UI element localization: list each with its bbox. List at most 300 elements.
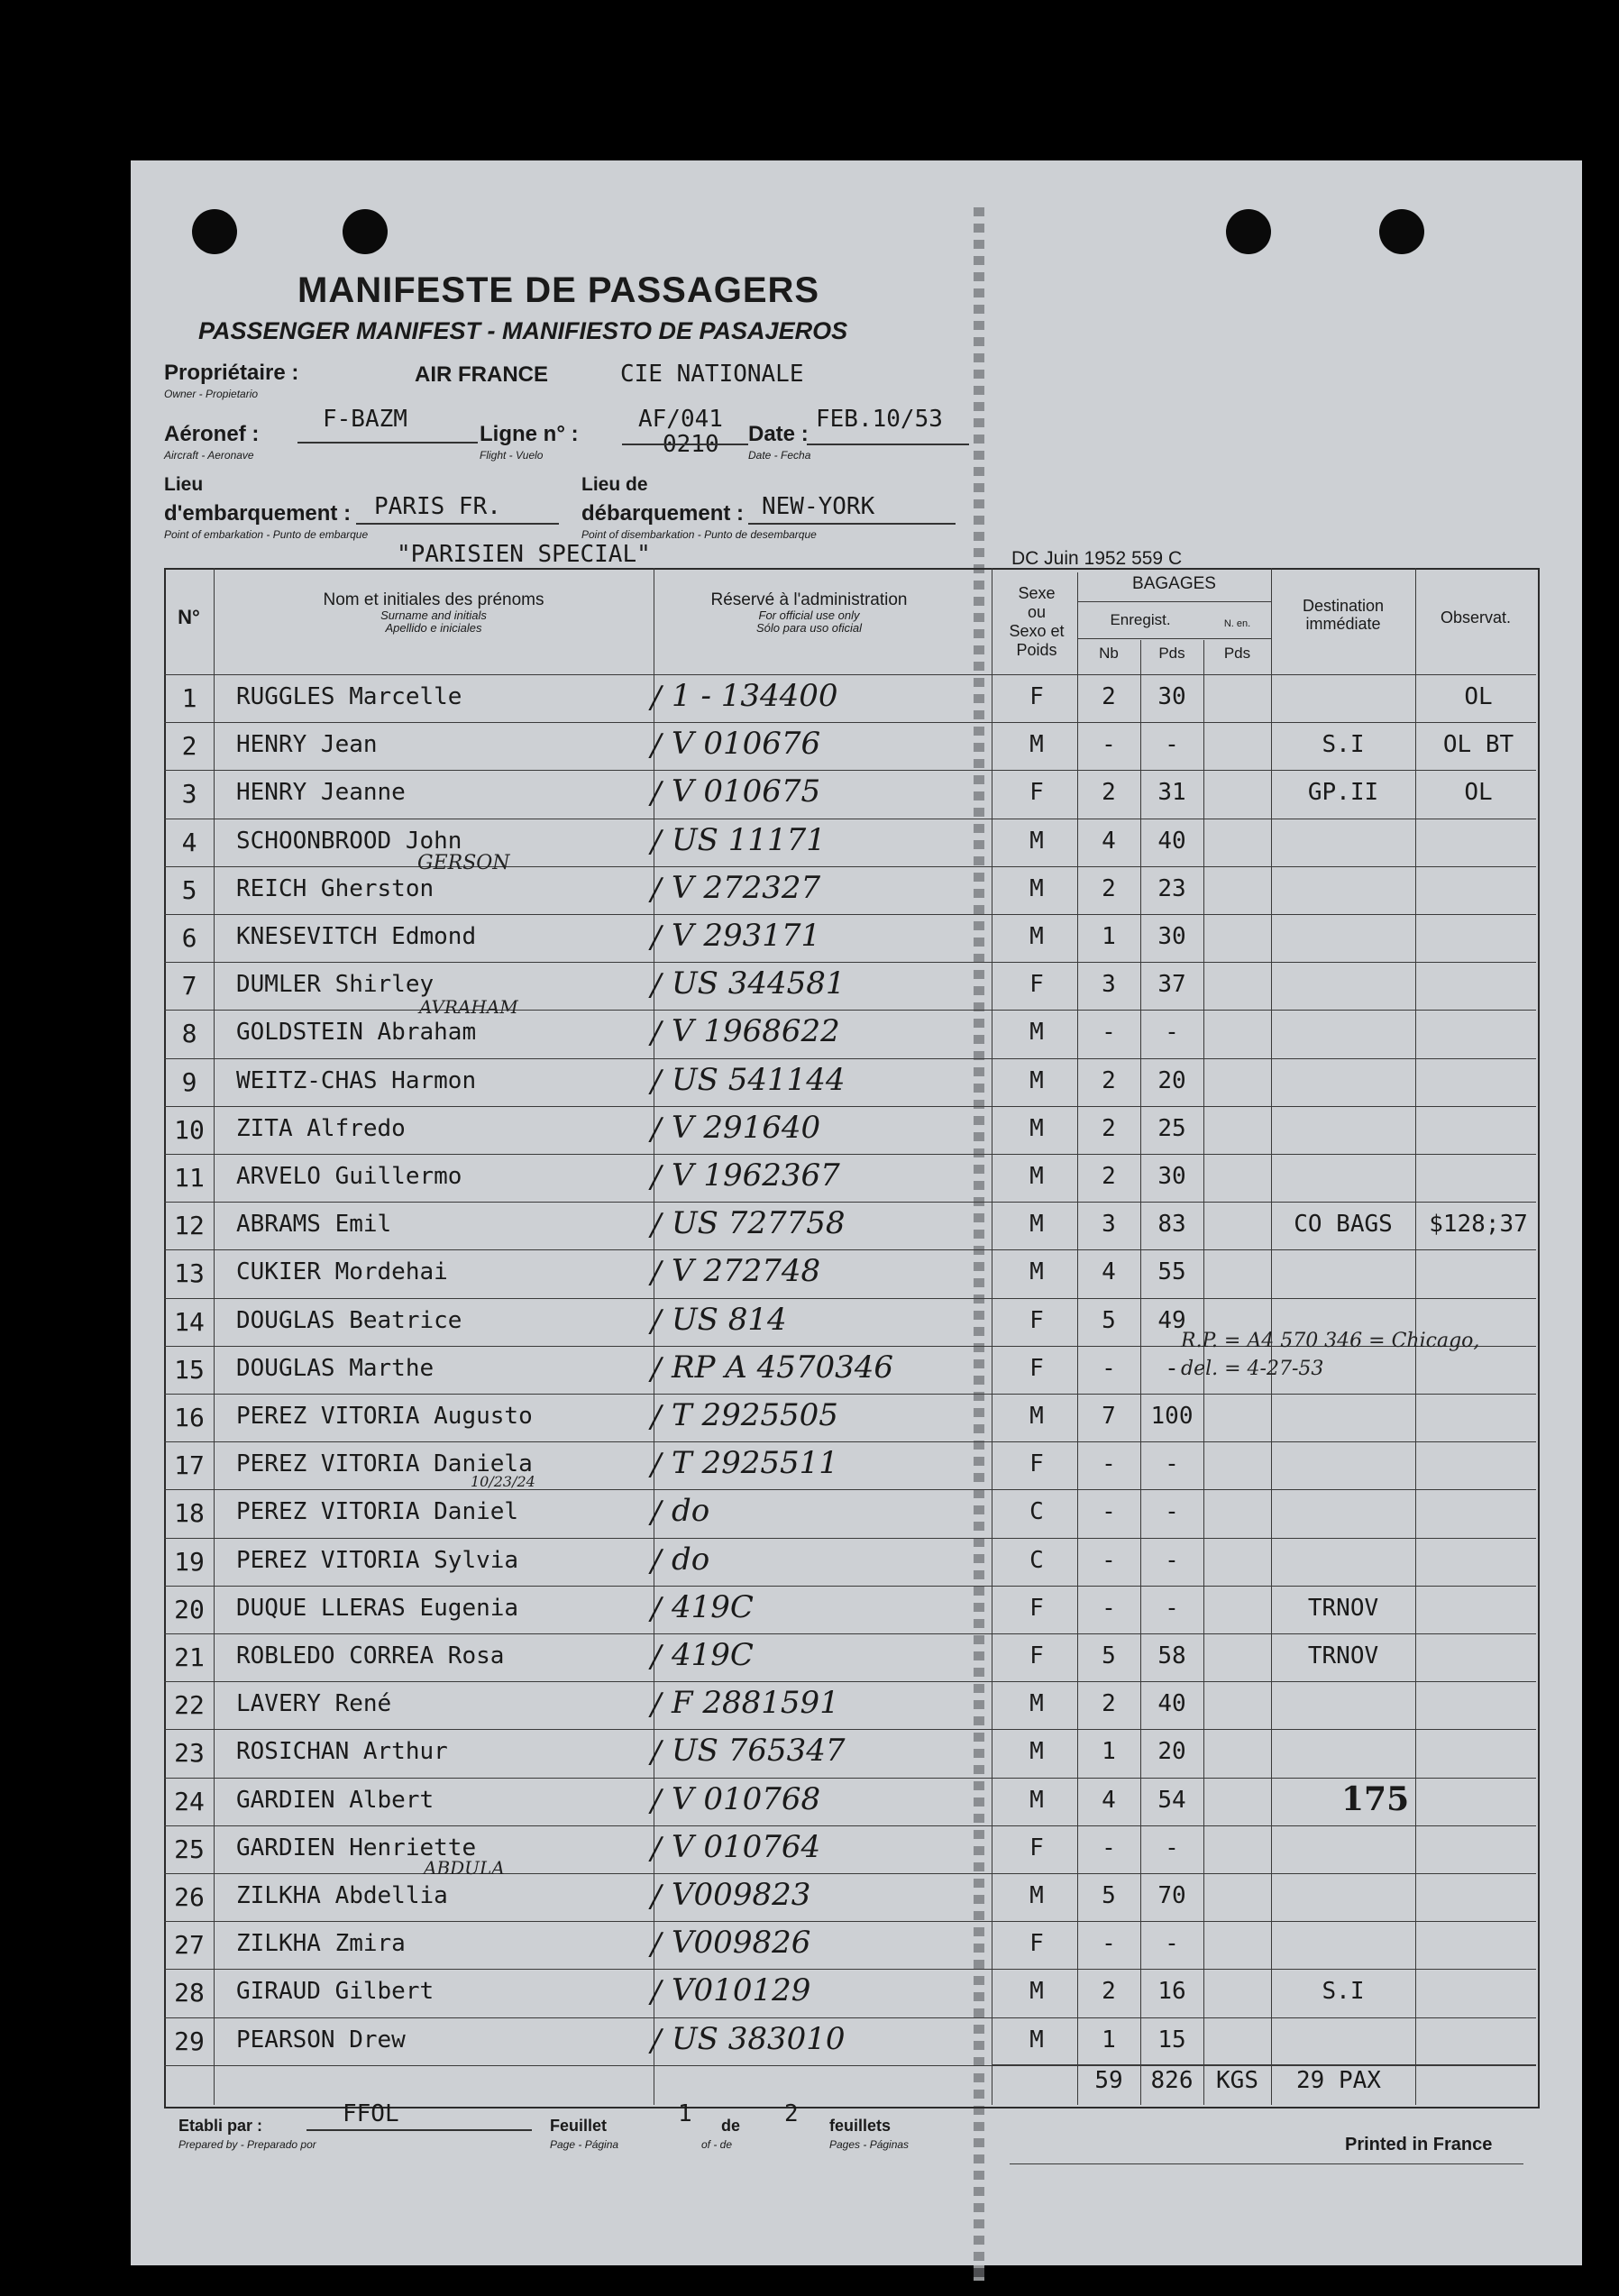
passenger-sex: M — [1029, 1738, 1044, 1765]
aircraft-label: Aéronef : — [164, 422, 260, 446]
check-mark: / — [651, 1831, 662, 1867]
baggage-count: - — [1102, 1834, 1116, 1861]
passenger-sex: M — [1029, 731, 1044, 758]
check-mark: / — [651, 1447, 662, 1483]
passenger-sex: F — [1029, 1355, 1044, 1382]
row-divider — [164, 1154, 1536, 1155]
passenger-name: PEREZ VITORIA Daniel — [236, 1498, 519, 1525]
passenger-name: GARDIEN Albert — [236, 1787, 434, 1814]
destination: S.I — [1322, 1978, 1365, 2005]
total-pds: 826 — [1150, 2067, 1194, 2094]
passenger-sex: M — [1029, 1787, 1044, 1814]
row-divider — [164, 1873, 1536, 1874]
disembark-label-2: débarquement : — [581, 501, 745, 526]
passenger-name: ZILKHA Abdellia — [236, 1882, 448, 1909]
row-divider — [164, 1106, 1536, 1107]
check-mark: / — [651, 1159, 662, 1195]
baggage-count: 2 — [1102, 875, 1116, 902]
col-reserved-label: Réservé à l'administration — [710, 590, 908, 609]
baggage-weight: - — [1165, 1355, 1179, 1382]
col-sex-2: ou — [1027, 603, 1047, 621]
printed-in-france: Printed in France — [1345, 2135, 1493, 2154]
check-mark: / — [651, 1304, 662, 1340]
official-reference: V 1968622 — [672, 1013, 840, 1049]
official-reference: US 344581 — [672, 965, 846, 1002]
check-mark: / — [651, 1495, 662, 1531]
form-code: DC Juin 1952 559 C — [1011, 548, 1183, 569]
baggage-weight: 83 — [1157, 1211, 1186, 1238]
sheet-sub: Page - Página — [550, 2138, 619, 2151]
baggage-count: 7 — [1102, 1403, 1116, 1430]
official-reference: US 765347 — [672, 1733, 846, 1769]
check-mark: / — [651, 1591, 662, 1627]
row-number: 28 — [174, 1978, 205, 2008]
total-pax: 29 PAX — [1296, 2067, 1381, 2094]
baggage-count: 2 — [1102, 1163, 1116, 1190]
baggage-count: - — [1102, 1547, 1116, 1574]
baggage-weight: - — [1165, 1498, 1179, 1525]
embark-label-2: d'embarquement : — [164, 501, 352, 526]
row-number: 4 — [181, 828, 197, 857]
passenger-name: DOUGLAS Beatrice — [236, 1307, 462, 1334]
official-reference: US 383010 — [672, 2021, 846, 2057]
baggage-weight: 40 — [1157, 1690, 1186, 1717]
row-number: 16 — [174, 1403, 205, 1432]
destination: TRNOV — [1307, 1595, 1379, 1622]
header-divider — [1077, 638, 1271, 639]
baggage-count: 2 — [1102, 1067, 1116, 1094]
official-reference: V009823 — [672, 1877, 811, 1913]
disembark-label-1: Lieu de — [581, 474, 648, 495]
row-number: 26 — [174, 1882, 205, 1912]
passenger-sex: M — [1029, 2026, 1044, 2054]
passenger-sex: F — [1029, 1930, 1044, 1957]
passenger-sex: F — [1029, 1595, 1044, 1622]
col-destination — [1271, 597, 1415, 633]
row-number: 24 — [174, 1787, 205, 1816]
row-number: 12 — [174, 1211, 205, 1240]
row-divider — [164, 1058, 1536, 1059]
aircraft-value: F-BAZM — [323, 406, 407, 433]
passenger-sex: F — [1029, 1307, 1044, 1334]
check-mark: / — [651, 1255, 662, 1291]
baggage-weight: - — [1165, 1595, 1179, 1622]
official-reference: V 293171 — [672, 918, 821, 954]
annotation-rp-2: del. = 4-27-53 — [1181, 1358, 1324, 1380]
official-reference: US 814 — [672, 1302, 787, 1338]
passenger-sex: M — [1029, 1211, 1044, 1238]
check-mark: / — [651, 824, 662, 860]
passenger-name: ZITA Alfredo — [236, 1115, 406, 1142]
passenger-name: ARVELO Guillermo — [236, 1163, 462, 1190]
baggage-weight: 58 — [1157, 1642, 1186, 1669]
official-reference: 1 - 134400 — [672, 678, 838, 714]
row-number: 2 — [181, 731, 197, 761]
row-number: 22 — [174, 1690, 205, 1720]
official-reference: V 272327 — [672, 870, 821, 906]
check-mark: / — [651, 1399, 662, 1435]
passenger-sex: M — [1029, 1403, 1044, 1430]
annotation-rp-1: R.P. = A4 570 346 = Chicago, — [1181, 1330, 1480, 1352]
row-number: 6 — [181, 923, 197, 953]
punch-hole — [192, 209, 237, 254]
row-divider — [164, 1825, 1536, 1826]
passenger-name: WEITZ-CHAS Harmon — [236, 1067, 477, 1094]
observation: OL — [1464, 779, 1493, 806]
passenger-sex: F — [1029, 1450, 1044, 1477]
embark-label-1: Lieu — [164, 474, 204, 495]
row-number: 9 — [181, 1067, 197, 1097]
baggage-count: - — [1102, 1595, 1116, 1622]
row-divider — [164, 914, 1536, 915]
official-reference: RP A 4570346 — [672, 1349, 894, 1386]
passenger-sex: M — [1029, 1978, 1044, 2005]
passenger-name: DUQUE LLERAS Eugenia — [236, 1595, 519, 1622]
official-reference: US 11171 — [672, 822, 826, 858]
header-divider — [164, 674, 1536, 675]
baggage-weight: 70 — [1157, 1882, 1186, 1909]
col-sex-3: Sexo et — [1009, 622, 1065, 640]
row-divider — [164, 2065, 1536, 2066]
check-mark: / — [651, 1064, 662, 1100]
check-mark: / — [651, 1879, 662, 1915]
row-divider — [164, 2017, 1536, 2018]
annotation-date: 10/23/24 — [471, 1473, 535, 1490]
passenger-name: RUGGLES Marcelle — [236, 683, 462, 710]
row-divider — [164, 1921, 1536, 1922]
baggage-count: 5 — [1102, 1882, 1116, 1909]
official-reference: V010129 — [672, 1972, 811, 2008]
official-reference: V 010768 — [672, 1781, 821, 1817]
baggage-weight: 31 — [1157, 779, 1186, 806]
baggage-weight: - — [1165, 731, 1179, 758]
row-number: 14 — [174, 1307, 205, 1337]
row-divider — [164, 1441, 1536, 1442]
row-divider — [164, 1489, 1536, 1490]
passenger-name: ROBLEDO CORREA Rosa — [236, 1642, 505, 1669]
row-divider — [164, 722, 1536, 723]
row-divider — [164, 866, 1536, 867]
baggage-count: - — [1102, 1355, 1116, 1382]
check-mark: / — [651, 2023, 662, 2059]
baggage-weight: 20 — [1157, 1738, 1186, 1765]
row-number: 8 — [181, 1019, 197, 1048]
passenger-name: SCHOONBROOD John — [236, 828, 462, 855]
col-name-label: Nom et initiales des prénoms — [323, 590, 544, 609]
passenger-name: ABRAMS Emil — [236, 1211, 392, 1238]
official-reference: US 727758 — [672, 1205, 846, 1241]
row-number: 15 — [174, 1355, 205, 1385]
official-reference: do — [672, 1493, 710, 1529]
col-reserved-sub2: Sólo para uso oficial — [755, 621, 863, 635]
passenger-name: PEARSON Drew — [236, 2026, 406, 2054]
baggage-count: 1 — [1102, 923, 1116, 950]
destination: CO BAGS — [1294, 1211, 1393, 1238]
baggage-weight: 25 — [1157, 1115, 1186, 1142]
baggage-weight: 100 — [1150, 1403, 1194, 1430]
check-mark: / — [651, 680, 662, 716]
embark-sub: Point of embarkation - Punto de embarque — [164, 528, 369, 541]
check-mark: / — [651, 1015, 662, 1051]
row-divider — [164, 1586, 1536, 1587]
annotation-avraham: AVRAHAM — [419, 996, 518, 1018]
check-mark: / — [651, 872, 662, 908]
passenger-name: GIRAUD Gilbert — [236, 1978, 434, 2005]
row-divider — [164, 1729, 1536, 1730]
row-divider — [164, 1681, 1536, 1682]
annotation-gerson: GERSON — [417, 852, 510, 874]
official-reference: V009826 — [672, 1925, 811, 1961]
row-number: 10 — [174, 1115, 205, 1145]
baggage-weight: 54 — [1157, 1787, 1186, 1814]
baggage-count: - — [1102, 1450, 1116, 1477]
row-divider — [164, 1778, 1536, 1779]
passenger-name: KNESEVITCH Edmond — [236, 923, 477, 950]
destination: TRNOV — [1307, 1642, 1379, 1669]
col-destination-1: Destination — [1302, 597, 1385, 615]
baggage-weight: - — [1165, 1450, 1179, 1477]
line-value: AF/041 — [638, 406, 723, 433]
passenger-sex: M — [1029, 923, 1044, 950]
of-label: de — [721, 2117, 741, 2135]
row-number: 18 — [174, 1498, 205, 1528]
row-divider — [164, 770, 1536, 771]
col-reserved-sub1: For official use only — [758, 608, 860, 622]
baggage-weight: - — [1165, 1930, 1179, 1957]
embark-value: PARIS FR. — [374, 493, 501, 520]
col-no: N° — [178, 606, 200, 628]
date-label: Date : — [748, 422, 809, 446]
date-sub: Date - Fecha — [748, 449, 811, 462]
baggage-count: - — [1102, 1930, 1116, 1957]
manifest-subtitle: PASSENGER MANIFEST - MANIFIESTO DE PASAJEROS — [198, 317, 848, 344]
line-value-2: 0210 — [663, 431, 719, 458]
disembark-value: NEW-YORK — [762, 493, 875, 520]
row-divider — [164, 1249, 1536, 1250]
pages-label: feuillets — [829, 2117, 892, 2135]
baggage-count: 5 — [1102, 1307, 1116, 1334]
passenger-sex: M — [1029, 1019, 1044, 1046]
passenger-name: GARDIEN Henriette — [236, 1834, 477, 1861]
prepared-value: FFOL — [343, 2100, 399, 2127]
official-reference: T 2925511 — [672, 1445, 838, 1481]
col-baggage: BAGAGES — [1132, 574, 1216, 593]
sheet-value: 1 — [678, 2100, 692, 2127]
row-divider — [164, 1633, 1536, 1634]
passenger-sex: F — [1029, 779, 1044, 806]
baggage-weight: 20 — [1157, 1067, 1186, 1094]
passenger-sex: F — [1029, 971, 1044, 998]
row-number: 27 — [174, 1930, 205, 1960]
date-value: FEB.10/53 — [816, 406, 943, 433]
official-reference: do — [672, 1541, 710, 1578]
passenger-name: HENRY Jean — [236, 731, 378, 758]
passenger-sex: M — [1029, 875, 1044, 902]
baggage-count: - — [1102, 731, 1116, 758]
prepared-label: Etabli par : — [178, 2117, 263, 2135]
col-pds: Pds — [1158, 645, 1185, 662]
total-unit: KGS — [1216, 2067, 1258, 2094]
baggage-count: 5 — [1102, 1642, 1116, 1669]
baggage-weight: 30 — [1157, 683, 1186, 710]
check-mark: / — [651, 1734, 662, 1770]
header-divider — [1077, 601, 1271, 602]
col-reserved — [654, 591, 965, 635]
baggage-weight: 16 — [1157, 1978, 1186, 2005]
row-number: 3 — [181, 779, 197, 809]
baggage-weight: 15 — [1157, 2026, 1186, 2054]
col-sex — [992, 584, 1082, 660]
baggage-count: 2 — [1102, 1978, 1116, 2005]
row-number: 17 — [174, 1450, 205, 1480]
passenger-name: LAVERY René — [236, 1690, 392, 1717]
passenger-sex: F — [1029, 683, 1044, 710]
observation: OL BT — [1442, 731, 1514, 758]
col-nb: Nb — [1099, 645, 1119, 662]
baggage-weight: - — [1165, 1019, 1179, 1046]
prepared-sub: Prepared by - Preparado por — [178, 2138, 316, 2151]
baggage-count: 1 — [1102, 1738, 1116, 1765]
destination: S.I — [1322, 731, 1365, 758]
check-mark: / — [651, 775, 662, 811]
col-observ: Observat. — [1440, 608, 1512, 627]
col-unreg-pds: Pds — [1223, 645, 1251, 662]
check-mark: / — [651, 1639, 662, 1675]
passenger-sex: M — [1029, 828, 1044, 855]
passenger-name: PEREZ VITORIA Augusto — [236, 1403, 533, 1430]
row-number: 13 — [174, 1258, 205, 1288]
official-reference: US 541144 — [672, 1062, 846, 1098]
row-divider — [164, 1298, 1536, 1299]
passenger-name: DOUGLAS Marthe — [236, 1355, 434, 1382]
row-number: 21 — [174, 1642, 205, 1672]
check-mark: / — [651, 1974, 662, 2010]
sheet-label: Feuillet — [550, 2117, 608, 2135]
official-reference: V 010675 — [672, 773, 821, 810]
row-number: 25 — [174, 1834, 205, 1864]
passenger-name: ROSICHAN Arthur — [236, 1738, 448, 1765]
baggage-count: 4 — [1102, 1787, 1116, 1814]
passenger-sex: C — [1029, 1498, 1044, 1525]
passenger-name: CUKIER Mordehai — [236, 1258, 448, 1285]
baggage-weight: 49 — [1157, 1307, 1186, 1334]
passenger-sex: M — [1029, 1258, 1044, 1285]
row-number: 23 — [174, 1738, 205, 1768]
row-divider — [164, 962, 1536, 963]
baggage-count: 2 — [1102, 779, 1116, 806]
annotation-abdula: ABDULA — [424, 1857, 505, 1879]
baggage-count: 4 — [1102, 1258, 1116, 1285]
row-number: 7 — [181, 971, 197, 1001]
stamp-number: 175 — [1341, 1780, 1410, 1818]
check-mark: / — [651, 1351, 662, 1387]
check-mark: / — [651, 919, 662, 956]
official-reference: 419C — [672, 1589, 754, 1625]
observation: $128;37 — [1429, 1211, 1528, 1238]
row-divider — [164, 1202, 1536, 1203]
passenger-sex: F — [1029, 1834, 1044, 1861]
check-mark: / — [651, 1111, 662, 1148]
owner-value: AIR FRANCE — [415, 362, 548, 387]
aircraft-sub: Aircraft - Aeronave — [164, 449, 254, 462]
pages-sub: Pages - Páginas — [829, 2138, 910, 2151]
passenger-name: PEREZ VITORIA Daniela — [236, 1450, 533, 1477]
passenger-sex: M — [1029, 1067, 1044, 1094]
baggage-weight: 40 — [1157, 828, 1186, 855]
official-reference: 419C — [672, 1637, 754, 1673]
official-reference: V 010676 — [672, 726, 821, 762]
baggage-count: 4 — [1102, 828, 1116, 855]
baggage-weight: - — [1165, 1834, 1179, 1861]
check-mark: / — [651, 727, 662, 764]
baggage-count: 2 — [1102, 1115, 1116, 1142]
baggage-weight: 37 — [1157, 971, 1186, 998]
baggage-weight: 30 — [1157, 923, 1186, 950]
baggage-count: - — [1102, 1498, 1116, 1525]
check-mark: / — [651, 1926, 662, 1962]
baggage-weight: - — [1165, 1547, 1179, 1574]
row-number: 1 — [181, 683, 197, 713]
row-divider — [164, 1538, 1536, 1539]
official-reference: V 272748 — [672, 1253, 821, 1289]
check-mark: / — [651, 1783, 662, 1819]
col-sex-1: Sexe — [1018, 584, 1056, 602]
baggage-count: - — [1102, 1019, 1116, 1046]
disembark-sub: Point of disembarkation - Punto de desembarque — [581, 528, 817, 541]
row-divider — [164, 1010, 1536, 1011]
row-number: 11 — [174, 1163, 205, 1193]
destination: GP.II — [1307, 779, 1379, 806]
official-reference: V 1962367 — [672, 1157, 840, 1194]
col-sex-4: Poids — [1016, 641, 1057, 659]
punch-hole — [1226, 209, 1271, 254]
line-sub: Flight - Vuelo — [480, 449, 544, 462]
passenger-name: HENRY Jeanne — [236, 779, 406, 806]
passenger-sex: M — [1029, 1115, 1044, 1142]
row-number: 29 — [174, 2026, 205, 2056]
baggage-weight: 30 — [1157, 1163, 1186, 1190]
passenger-name: GOLDSTEIN Abraham — [236, 1019, 477, 1046]
owner-label: Propriétaire : — [164, 361, 299, 385]
check-mark: / — [651, 1687, 662, 1723]
owner-sub: Owner - Propietario — [164, 388, 259, 400]
baggage-count: 3 — [1102, 1211, 1116, 1238]
passenger-sex: M — [1029, 1163, 1044, 1190]
line-label: Ligne n° : — [480, 422, 579, 446]
row-divider — [164, 1969, 1536, 1970]
row-number: 19 — [174, 1547, 205, 1577]
col-unreg: N. en. — [1223, 618, 1251, 629]
passenger-sex: F — [1029, 1642, 1044, 1669]
special-flight-label: "PARISIEN SPECIAL" — [397, 541, 651, 568]
passenger-sex: M — [1029, 1690, 1044, 1717]
official-reference: T 2925505 — [672, 1397, 838, 1433]
total-nb: 59 — [1094, 2067, 1123, 2094]
passenger-name: REICH Gherston — [236, 875, 434, 902]
official-reference: V 010764 — [672, 1829, 821, 1865]
manifest-title: MANIFESTE DE PASSAGERS — [297, 270, 820, 310]
row-number: 5 — [181, 875, 197, 905]
punch-hole — [343, 209, 388, 254]
official-reference: F 2881591 — [672, 1685, 839, 1721]
check-mark: / — [651, 967, 662, 1003]
baggage-count: 3 — [1102, 971, 1116, 998]
official-reference: V 291640 — [672, 1110, 821, 1146]
passenger-sex: M — [1029, 1882, 1044, 1909]
col-name — [214, 591, 654, 635]
totals-divider — [992, 2064, 1536, 2065]
row-divider — [164, 1394, 1536, 1395]
